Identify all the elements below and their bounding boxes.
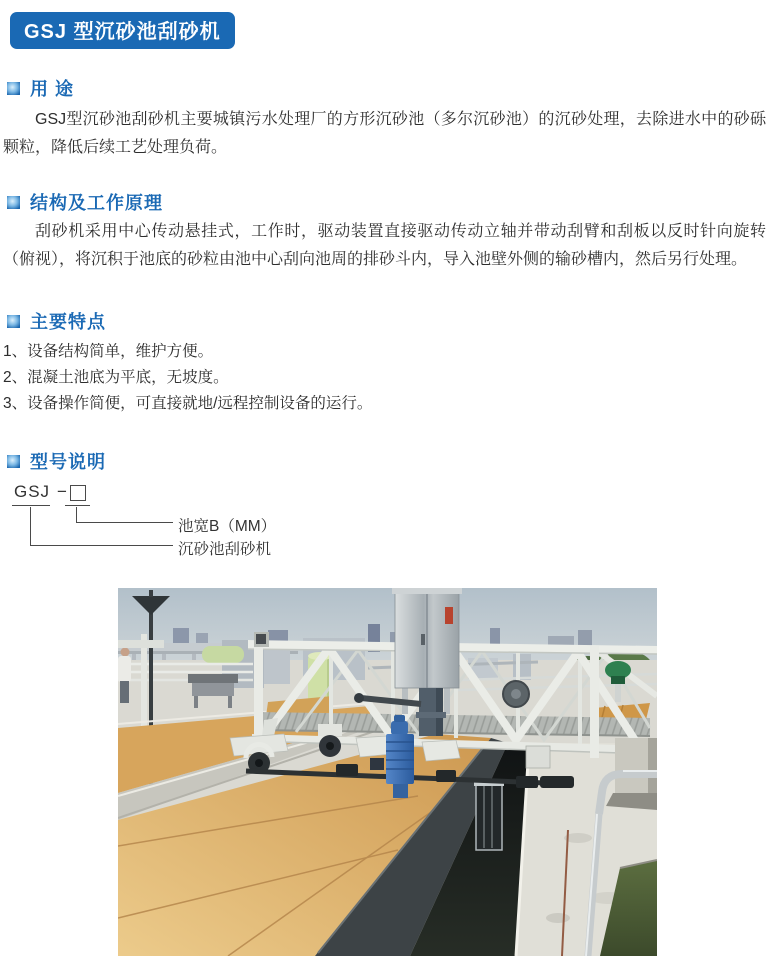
section-bullet-icon	[7, 196, 20, 209]
underline-box	[65, 505, 90, 506]
model-label-width: 池宽B（MM）	[178, 518, 277, 535]
principle-paragraph: 刮砂机采用中心传动悬挂式，工作时，驱动装置直接驱动传动立轴并带动刮臂和刮板以反时针向旋转（俯视），将沉积于池底的砂粒由池中心刮向池周的排砂斗内，导入池壁外侧的输砂槽内，然后另行处理。	[3, 223, 766, 268]
connector-line-name	[30, 507, 173, 546]
section-title-usage: 用 途	[30, 79, 75, 99]
underline-prefix	[12, 505, 50, 506]
page-title-badge: GSJ 型沉砂池刮砂机	[10, 12, 235, 49]
feature-item: 3、设备操作简便，可直接就地/远程控制设备的运行。	[3, 395, 373, 412]
site-photo	[118, 588, 657, 956]
model-code-diagram	[8, 482, 348, 562]
section-heading-usage	[7, 78, 74, 98]
feature-list	[3, 339, 766, 417]
model-label-name: 沉砂池刮砂机	[178, 541, 272, 558]
section-heading-features	[7, 311, 106, 331]
section-title-principle: 结构及工作原理	[30, 193, 163, 213]
model-placeholder-box	[70, 485, 86, 501]
usage-paragraph: GSJ型沉砂池刮砂机主要城镇污水处理厂的方形沉砂池（多尔沉砂池）的沉砂处理，去除进水中的砂砾颗粒，降低后续工艺处理负荷。	[3, 111, 766, 156]
section-title-model: 型号说明	[30, 452, 106, 472]
section-bullet-icon	[7, 455, 20, 468]
section-title-features: 主要特点	[30, 312, 106, 332]
warning-label	[445, 607, 453, 624]
model-prefix: GSJ	[14, 482, 51, 501]
section-heading-principle	[7, 192, 163, 212]
model-separator: −	[57, 482, 67, 501]
section-bullet-icon	[7, 315, 20, 328]
feature-item: 2、混凝土池底为平底，无坡度。	[3, 369, 229, 386]
feature-item: 1、设备结构简单，维护方便。	[3, 343, 214, 360]
section-heading-model	[7, 451, 106, 471]
section-bullet-icon	[7, 82, 20, 95]
